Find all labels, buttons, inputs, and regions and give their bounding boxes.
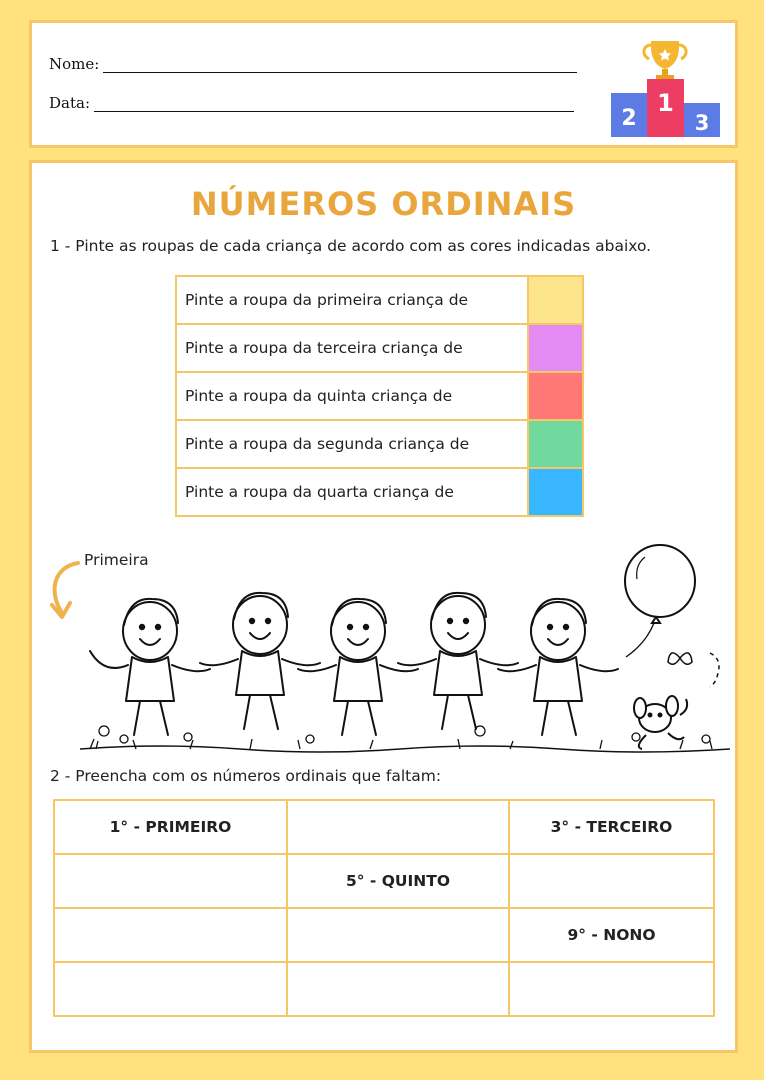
trophy-podium-icon xyxy=(607,33,723,141)
dog-icon xyxy=(634,696,687,749)
color-swatch xyxy=(528,324,583,372)
name-field[interactable] xyxy=(49,55,577,73)
child-figure-4 xyxy=(398,593,518,729)
page-title: NÚMEROS ORDINAIS xyxy=(190,185,577,223)
color-instructions-table xyxy=(175,275,584,517)
color-instruction-row xyxy=(176,276,583,324)
ordinal-blank-cell[interactable] xyxy=(54,908,287,962)
color-instruction-text: Pinte a roupa da terceira criança de xyxy=(176,324,528,372)
color-swatch xyxy=(528,372,583,420)
child-figure-2 xyxy=(200,593,320,729)
ordinal-cell: 9° - NONO xyxy=(509,908,714,962)
ordinal-blank-cell[interactable] xyxy=(287,962,509,1016)
podium-place-2: 2 xyxy=(621,106,637,131)
color-instruction-row xyxy=(176,372,583,420)
ordinal-blank-cell[interactable] xyxy=(509,854,714,908)
child-figure-1 xyxy=(90,599,210,735)
color-instruction-text: Pinte a roupa da quinta criança de xyxy=(176,372,528,420)
ordinal-blank-cell[interactable] xyxy=(509,962,714,1016)
color-instruction-text: Pinte a roupa da segunda criança de xyxy=(176,420,528,468)
ordinal-blank-cell[interactable] xyxy=(287,908,509,962)
name-label: Nome: xyxy=(49,55,100,73)
ordinal-cell: 3° - TERCEIRO xyxy=(509,800,714,854)
balloon-icon xyxy=(625,545,695,657)
color-swatch xyxy=(528,276,583,324)
color-instruction-text: Pinte a roupa da quarta criança de xyxy=(176,468,528,516)
ordinal-blank-cell[interactable] xyxy=(54,962,287,1016)
ordinal-cell: 1° - PRIMEIRO xyxy=(54,800,287,854)
date-field[interactable] xyxy=(49,94,574,112)
ordinal-numbers-table xyxy=(53,799,715,1017)
children-illustration xyxy=(40,543,730,753)
primeira-label: Primeira xyxy=(84,551,149,569)
name-line[interactable] xyxy=(103,58,577,73)
ordinal-row xyxy=(54,800,714,854)
ordinal-blank-cell[interactable] xyxy=(54,854,287,908)
ordinal-row xyxy=(54,908,714,962)
ordinal-row xyxy=(54,854,714,908)
header-card xyxy=(29,20,738,148)
worksheet-card xyxy=(29,160,738,1053)
color-swatch xyxy=(528,468,583,516)
date-label: Data: xyxy=(49,94,90,112)
date-line[interactable] xyxy=(94,97,574,112)
color-instruction-row xyxy=(176,420,583,468)
color-instruction-text: Pinte a roupa da primeira criança de xyxy=(176,276,528,324)
child-figure-5 xyxy=(498,599,618,735)
color-swatch xyxy=(528,420,583,468)
podium-place-3: 3 xyxy=(694,111,710,135)
ordinal-row xyxy=(54,962,714,1016)
ordinal-cell: 5° - QUINTO xyxy=(287,854,509,908)
color-instruction-row xyxy=(176,324,583,372)
ordinal-blank-cell[interactable] xyxy=(287,800,509,854)
exercise-1-instruction: 1 - Pinte as roupas de cada criança de acordo com as cores indicadas abaixo. xyxy=(50,237,652,255)
butterfly-icon xyxy=(668,653,719,687)
podium-place-1: 1 xyxy=(657,89,674,117)
exercise-2-instruction: 2 - Preencha com os números ordinais que faltam: xyxy=(50,767,442,785)
child-figure-3 xyxy=(298,599,418,735)
color-instruction-row xyxy=(176,468,583,516)
